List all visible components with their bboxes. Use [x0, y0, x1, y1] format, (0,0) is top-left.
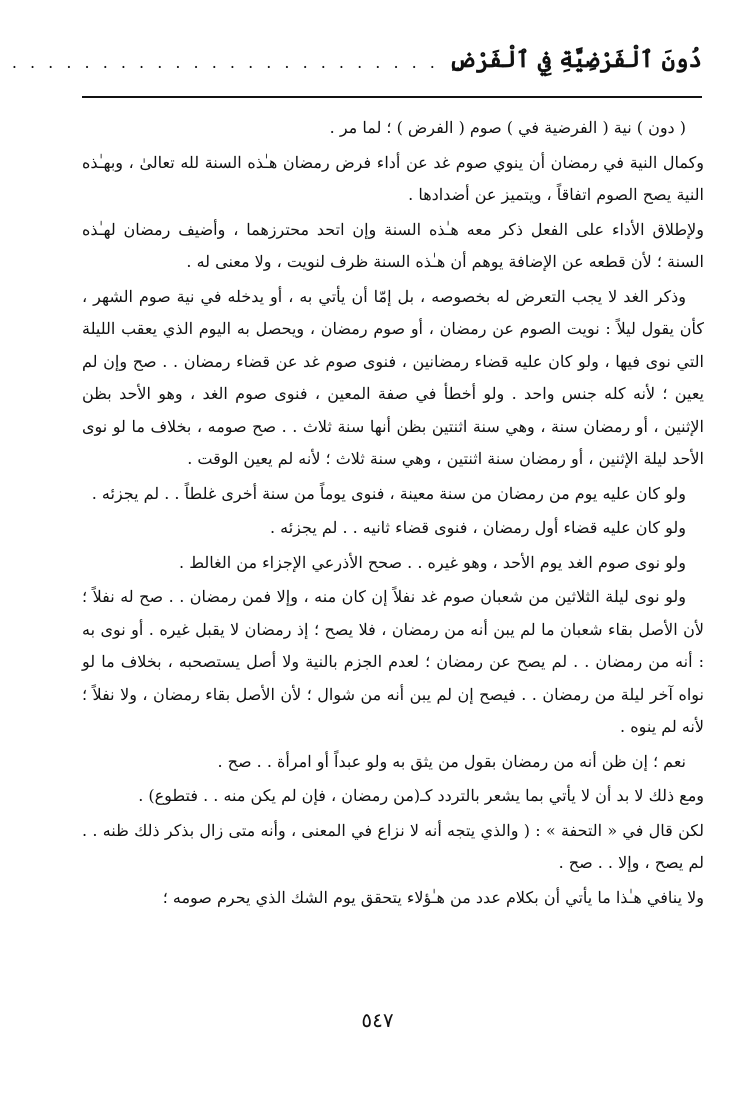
running-header — [11, 40, 702, 80]
paragraph-10: ومع ذلك لا بد أن لا يأتي بما يشعر بالتردد كـ(من رمضان ، فإن لم يكن منه . . فتطوع) . — [138, 786, 704, 805]
paragraph-11: لكن قال في « التحفة » : ( والذي يتجه أنه لا نزاع في المعنى ، وأنه متى زال بذكر ذلك ظنه . . لم يصح ، وإلا . . صح . — [82, 820, 704, 872]
paragraph-8: ولو نوى ليلة الثلاثين من شعبان صوم غد نفلاً إن كان منه ، وإلا فمن رمضان . . صح له نفلاً ؛ لأن الأصل بقاء شعبان ما لم يبن أنه من رمضان ، فلا يصح ؛ إذ رمضان لا يقبل غيره . أو نوى به : أنه من رمضان . . لم يصح عن رمضان ؛ لعدم الجزم بالنية ولا أصل يستصحبه ، بخلاف ما لو نواه آخر ليلة من رمضان . . فيصح إن لم يبن أنه من شوال ؛ لأن الأصل بقاء رمضان ، ولا نفلاً ؛ لأنه لم ينوه . — [82, 587, 704, 736]
paragraph-5: ولو كان عليه يوم من رمضان من سنة معينة ، فنوى يوماً من سنة أخرى غلطاً . . لم يجزئه . — [91, 483, 686, 503]
paragraph-1: ( دون ) نية ( الفرضية في ) صوم ( الفرض ) ؛ لما مر . — [329, 118, 686, 137]
header-rule — [82, 96, 702, 98]
paragraph-9: نعم ؛ إن ظن أنه من رمضان بقول من يثق به ولو عبداً أو امرأة . . صح . — [217, 751, 686, 771]
paragraph-12: ولا ينافي هـٰذا ما يأتي أن بكلام عدد من هـٰؤلاء يتحقق يوم الشك الذي يحرم صومه ؛ — [162, 887, 704, 907]
paragraph-4: وذكر الغد لا يجب التعرض له بخصوصه ، بل إمّا أن يأتي به ، أو يدخله في نية صوم الشهر ، كأن يقول ليلاً : نويت الصوم عن رمضان ، أو صوم رمضان ، ويحصل به اليوم الذي يعقب الليلة التي نوى فيها ، ولو كان عليه قضاء رمضانين ، فنوى صوم غد عن قضاء رمضان . . صح وإن لم يعين ؛ لأنه كله جنس واحد . ولو أخطأ في صفة المعين ، فنوى صوم الغد ، وهو الأحد بظن الإثنين ، أو رمضان سنة ، وهي سنة اثنتين بظن أنها سنة ثلاث . . صح صومه ، بخلاف ما لو نوى الأحد ليلة الإثنين ، أو رمضان سنة اثنتين ، وهي سنة ثلاث ؛ لأنه لم يعين الوقت . — [82, 286, 705, 468]
page-number: ٥٤٧ — [361, 1008, 394, 1032]
page-body — [82, 112, 704, 916]
leader-dots: . . . . . . . . . . . . . . . . . . . . . . . . — [11, 53, 439, 72]
paragraph-3: ولإطلاق الأداء على الفعل ذكر معه هـٰذه السنة وإن اتحد محترزهما ، وأضيف رمضان لهـٰذه السنة ؛ لأن قطعه عن الإضافة يوهم أن هـٰذه السنة ظرف لنويت ، ولا معنى له . — [82, 219, 704, 271]
paragraph-6: ولو كان عليه قضاء أول رمضان ، فنوى قضاء ثانيه . . لم يجزئه . — [269, 518, 686, 537]
paragraph-7: ولو نوى صوم الغد يوم الأحد ، وهو غيره . . صحح الأذرعي الإجزاء من الغالط . — [179, 552, 686, 572]
running-title: دُونَ ٱلْفَرْضِيَّةِ فِي ٱلْفَرْضِ — [448, 46, 702, 73]
paragraph-2: وكمال النية في رمضان أن ينوي صوم غد عن أداء فرض رمضان هـٰذه السنة لله تعالىٰ ، وبهـٰذه النية يصح الصوم اتفاقاً ، ويتميز عن أضدادها . — [82, 152, 704, 204]
